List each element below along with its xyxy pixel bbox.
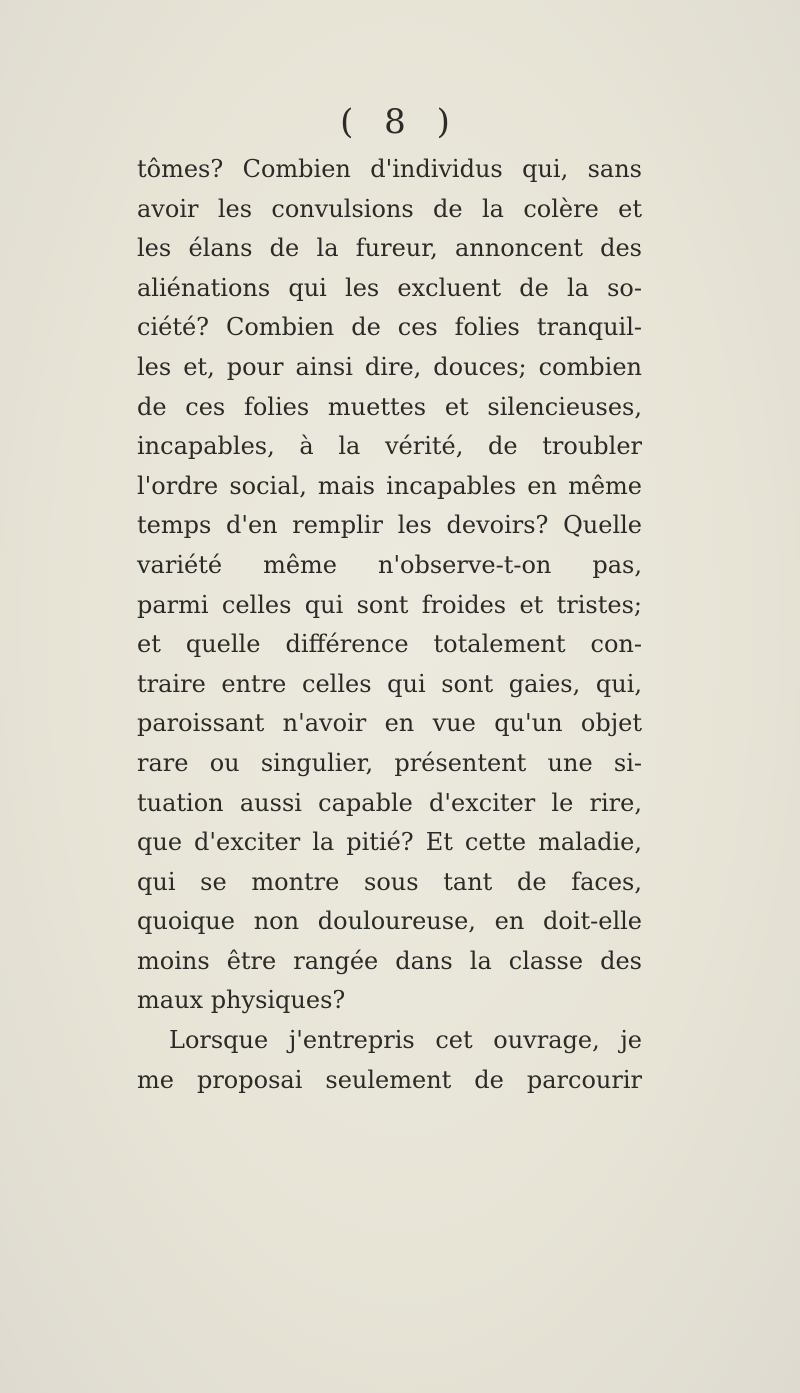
text-line: paroissant n'avoir en vue qu'un objet <box>137 709 642 738</box>
text-line: de ces folies muettes et silencieuses, <box>137 392 642 421</box>
text-line: moins être rangée dans la classe des <box>137 946 642 975</box>
text-line: rare ou singulier, présentent une si- <box>137 748 642 777</box>
text-line: parmi celles qui sont froides et tristes; <box>137 590 642 619</box>
text-line: me proposai seulement de parcourir <box>137 1065 642 1094</box>
text-line: quoique non douloureuse, en doit-elle <box>137 907 642 936</box>
text-line: variété même n'observe-t-on pas, <box>137 550 642 579</box>
text-line: les et, pour ainsi dire, douces; combien <box>137 352 642 381</box>
text-line: ciété? Combien de ces folies tranquil- <box>137 313 642 342</box>
text-line: incapables, à la vérité, de troubler <box>137 432 642 461</box>
text-line: les élans de la fureur, annoncent des <box>137 234 642 263</box>
text-line: aliénations qui les excluent de la so- <box>137 273 642 302</box>
text-line: traire entre celles qui sont gaies, qui, <box>137 669 642 698</box>
text-line: tômes? Combien d'individus qui, sans <box>137 155 642 183</box>
text-line: l'ordre social, mais incapables en même <box>137 471 642 500</box>
body-text <box>137 150 642 1100</box>
text-line: temps d'en remplir les devoirs? Quelle <box>137 511 642 540</box>
text-line: avoir les convulsions de la colère et <box>137 194 642 223</box>
text-line: tuation aussi capable d'exciter le rire, <box>137 788 642 817</box>
text-line: maux physiques? <box>137 986 346 1015</box>
page-number: ( 8 ) <box>340 102 460 142</box>
text-line: qui se montre sous tant de faces, <box>137 867 642 896</box>
text-line: et quelle différence totalement con- <box>137 630 642 659</box>
text-line: que d'exciter la pitié? Et cette maladie, <box>137 828 642 857</box>
text-line: Lorsque j'entrepris cet ouvrage, je <box>169 1026 642 1055</box>
